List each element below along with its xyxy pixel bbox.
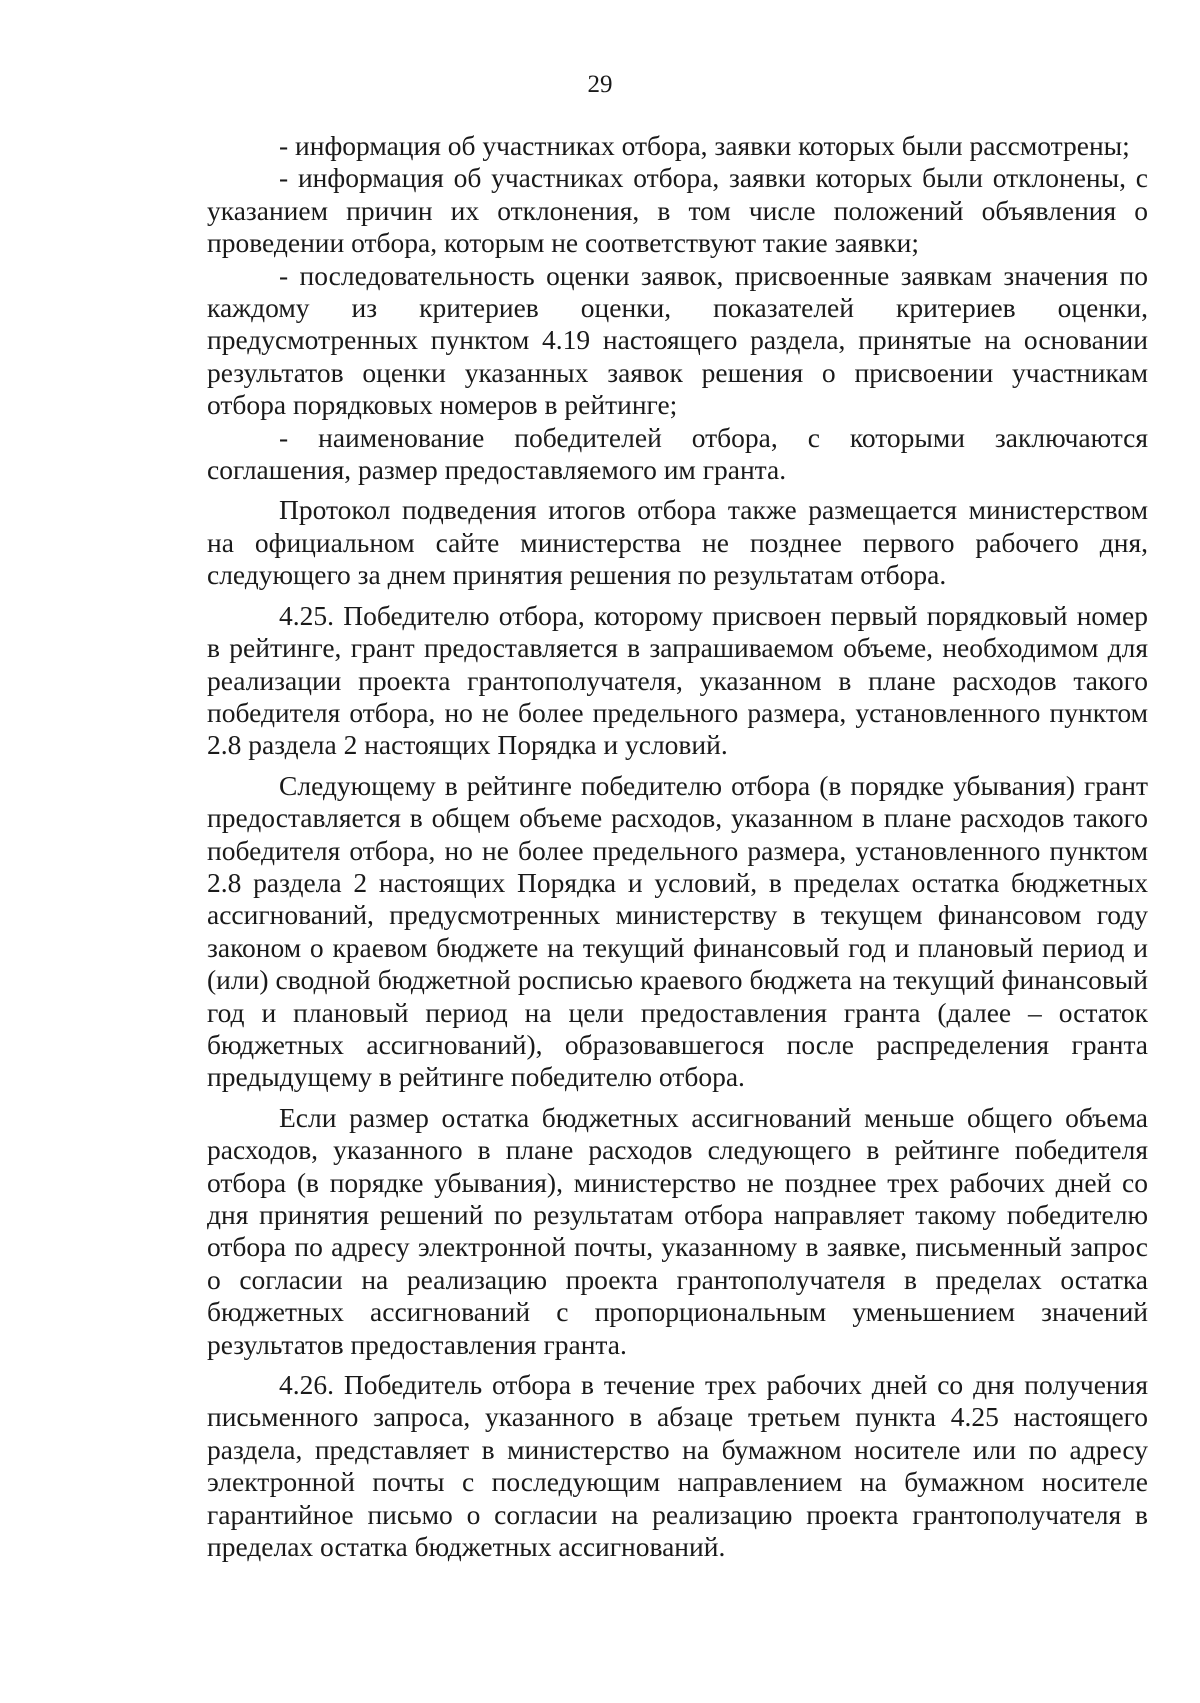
page-number: 29 [587,71,613,98]
paragraph: 4.26. Победитель отбора в течение трех рабочих дней со дня получения письменного запроса, указанного в абзаце третьем пункта 4.25 настоящего раздела, представляет в министерство на бумажном носителе или по адресу электронной почты с последующим направлением на бумажном носителе гарантийное письмо о согласии на реализацию проекта грантополучателя в пределах остатка бюджетных ассигнований. [207,1369,1148,1563]
paragraph: - последовательность оценки заявок, присвоенные заявкам значения по каждому из критериев оценки, показателей критериев оценки, предусмотренных пунктом 4.19 настоящего раздела, принятые на основании результатов оценки указанных заявок решения о присвоении участникам отбора порядковых номеров в рейтинге; [207,259,1148,421]
paragraph: Протокол подведения итогов отбора также размещается министерством на официальном сайте министерства не позднее первого рабочего дня, следующего за днем принятия решения по результатам отбора. [207,494,1148,591]
paragraph: Следующему в рейтинге победителю отбора (в порядке убывания) грант предоставляется в общем объеме расходов, указанном в плане расходов такого победителя отбора, но не более предельного размера, установленного пунктом 2.8 раздела 2 настоящих Порядка и условий, в пределах остатка бюджетных ассигнований, предусмотренных министерству в текущем финансовом году законом о краевом бюджете на текущий финансовый год и плановый период и (или) сводной бюджетной росписью краевого бюджета на текущий финансовый год и плановый период на цели предоставления гранта (далее – остаток бюджетных ассигнований), образовавшегося после распределения гранта предыдущему в рейтинге победителю отбора. [207,769,1148,1093]
paragraph: - наименование победителей отбора, с которыми заключаются соглашения, размер предоставляемого им гранта. [207,421,1148,486]
paragraph: - информация об участниках отбора, заявки которых были отклонены, с указанием причин их отклонения, в том числе положений объявления о проведении отбора, которым не соответствуют такие заявки; [207,162,1148,259]
paragraph: Если размер остатка бюджетных ассигнований меньше общего объема расходов, указанного в плане расходов следующего в рейтинге победителя отбора (в порядке убывания), министерство не позднее трех рабочих дней со дня принятия решений по результатам отбора направляет такому победителю отбора по адресу электронной почты, указанному в заявке, письменный запрос о согласии на реализацию проекта грантополучателя в пределах остатка бюджетных ассигнований с пропорциональным уменьшением значений результатов предоставления гранта. [207,1101,1148,1360]
document-body [207,130,1148,1563]
paragraph: 4.25. Победителю отбора, которому присвоен первый порядковый номер в рейтинге, грант предоставляется в запрашиваемом объеме, необходимом для реализации проекта грантополучателя, указанном в плане расходов такого победителя отбора, но не более предельного размера, установленного пунктом 2.8 раздела 2 настоящих Порядка и условий. [207,599,1148,761]
paragraph: - информация об участниках отбора, заявки которых были рассмотрены; [279,130,1130,161]
